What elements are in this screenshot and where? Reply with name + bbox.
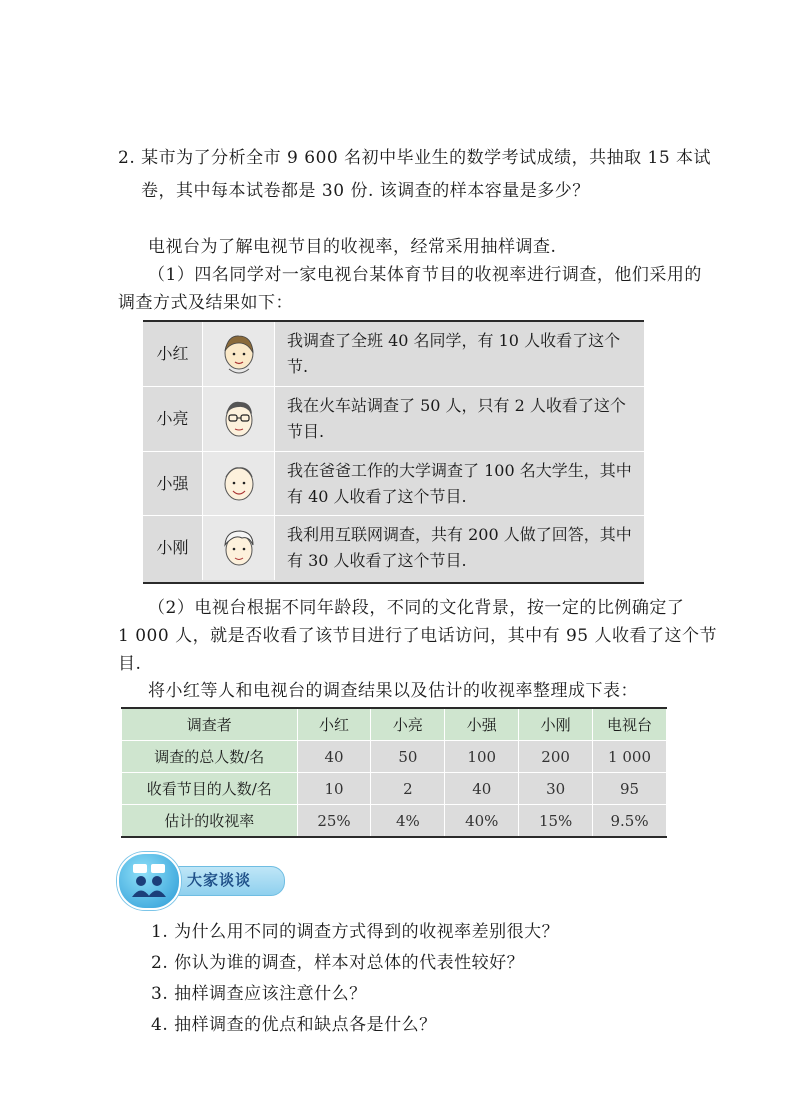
question-1: 1. 为什么用不同的调查方式得到的收视率差别很大？ — [151, 922, 560, 942]
table-cell: 10 — [297, 773, 371, 805]
survey-quote: 我利用互联网调查，共有 200 人做了回答，其中有 30 人收看了这个节目. — [287, 525, 632, 570]
results-table — [121, 707, 667, 838]
exercise-line-1: 2. 某市为了分析全市 9 600 名初中毕业生的数学考试成绩，共抽取 15 本试 — [118, 148, 712, 168]
table-cell: 30 — [519, 773, 593, 805]
exercise-line-2: 卷，其中每本试卷都是 30 份. 该调查的样本容量是多少？ — [141, 181, 590, 201]
summary-line: 将小红等人和电视台的调查结果以及估计的收视率整理成下表： — [148, 681, 638, 701]
results-header-cell: 小刚 — [519, 708, 593, 741]
question-2: 2. 你认为谁的调查，样本对总体的代表性较好？ — [151, 953, 525, 973]
survey-quote: 我调查了全班 40 名同学，有 10 人收看了这个节. — [275, 322, 644, 387]
table-cell: 100 — [445, 741, 519, 773]
survey-name-cell: 小亮 — [143, 387, 203, 452]
row-label: 收看节目的人数/名 — [122, 773, 298, 805]
table-cell: 15% — [519, 805, 593, 838]
survey-name-cell: 小强 — [143, 452, 203, 516]
results-header-cell: 小强 — [445, 708, 519, 741]
boy-face-icon — [203, 452, 275, 516]
boy-glasses-face-icon — [203, 387, 275, 452]
table-cell: 200 — [519, 741, 593, 773]
table-cell: 4% — [371, 805, 445, 838]
survey-name-cell: 小红 — [143, 322, 203, 387]
results-header-row — [122, 708, 667, 741]
table-row — [122, 805, 667, 838]
part1-line-2: 调查方式及结果如下： — [118, 293, 293, 313]
table-cell: 1 000 — [593, 741, 667, 773]
table-cell: 50 — [371, 741, 445, 773]
results-header-cell: 电视台 — [593, 708, 667, 741]
question-3: 3. 抽样调查应该注意什么？ — [151, 984, 367, 1004]
table-cell: 25% — [297, 805, 371, 838]
survey-method-table — [143, 320, 644, 584]
row-label: 估计的收视率 — [122, 805, 298, 838]
part2-line-2: 1 000 人，就是否收看了该节目进行了电话访问，其中有 95 人收看了这个节 — [118, 626, 718, 646]
girl-face-icon — [203, 322, 275, 387]
table-cell: 95 — [593, 773, 667, 805]
table-row — [122, 741, 667, 773]
row-label: 调查的总人数/名 — [122, 741, 298, 773]
part2-line-1: （2）电视台根据不同年龄段，不同的文化背景，按一定的比例确定了 — [148, 598, 685, 618]
people-discussion-icon — [117, 852, 181, 910]
boy-hair-face-icon — [203, 516, 275, 580]
part2-line-3: 目. — [118, 654, 142, 674]
results-header-cell: 小亮 — [371, 708, 445, 741]
survey-quote: 我在爸爸工作的大学调查了 100 名大学生，其中有 40 人收看了这个节目. — [275, 452, 644, 516]
part1-line-1: （1）四名同学对一家电视台某体育节目的收视率进行调查，他们采用的 — [148, 265, 702, 285]
table-cell: 2 — [371, 773, 445, 805]
discussion-banner — [117, 852, 287, 906]
table-cell: 9.5% — [593, 805, 667, 838]
survey-quote: 我在火车站调查了 50 人，只有 2 人收看了这个节目. — [275, 387, 644, 452]
results-header-cell: 小红 — [297, 708, 371, 741]
results-header-cell: 调查者 — [122, 708, 298, 741]
table-row — [122, 773, 667, 805]
banner-label: 大家谈谈 — [187, 871, 252, 889]
table-cell: 40% — [445, 805, 519, 838]
survey-name-cell: 小刚 — [143, 516, 203, 580]
question-4: 4. 抽样调查的优点和缺点各是什么？ — [151, 1015, 437, 1035]
table-cell: 40 — [297, 741, 371, 773]
intro-line: 电视台为了解电视节目的收视率，经常采用抽样调查. — [148, 237, 557, 257]
table-cell: 40 — [445, 773, 519, 805]
